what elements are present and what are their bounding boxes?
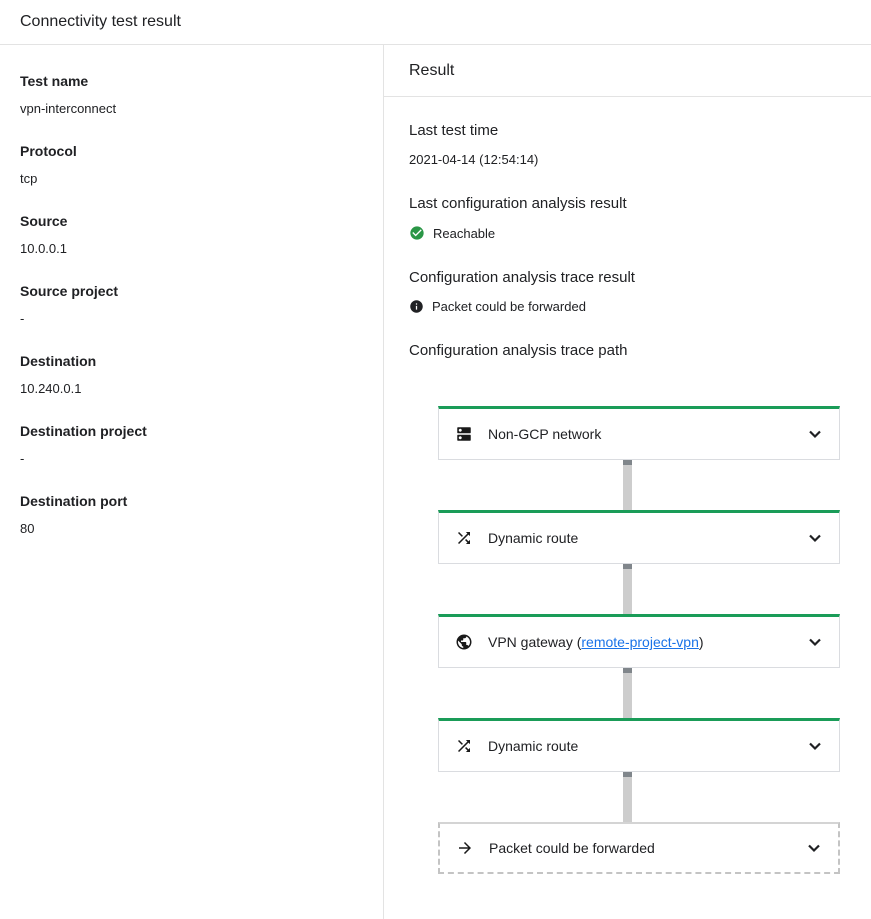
step-label: Dynamic route: [488, 738, 579, 754]
step-label: Non-GCP network: [488, 426, 602, 442]
connector-cap: [623, 460, 632, 465]
check-circle-icon: [409, 225, 425, 241]
trace-path-label: Configuration analysis trace path: [409, 342, 628, 359]
reachable-text: Reachable: [433, 225, 496, 241]
shuffle-icon: [455, 737, 473, 755]
field-label: Destination project: [20, 423, 147, 439]
trace-step-dynamic-route-1[interactable]: [438, 510, 840, 564]
trace-path-section: [409, 342, 846, 874]
trace-result-text: Packet could be forwarded: [432, 299, 586, 314]
field-destination: [20, 353, 363, 396]
reachable-status: [409, 225, 846, 241]
step-label-with-link: [488, 634, 704, 650]
field-label: Source project: [20, 283, 119, 299]
last-test-time-value: 2021-04-14 (12:54:14): [409, 152, 539, 167]
panel-header: [0, 0, 871, 45]
step-label: Dynamic route: [488, 530, 579, 546]
trace-connector: [623, 772, 632, 822]
trace-path-diagram: [409, 406, 846, 874]
last-test-time-section: [409, 122, 846, 167]
trace-connector: [623, 668, 632, 718]
main-content: [0, 45, 871, 919]
chevron-down-icon[interactable]: [806, 840, 822, 856]
result-panel: [383, 45, 871, 919]
field-value: 10.0.0.1: [20, 241, 67, 256]
field-test-name: [20, 73, 363, 116]
field-value: -: [20, 451, 25, 466]
trace-connector: [623, 564, 632, 614]
trace-step-dynamic-route-2[interactable]: [438, 718, 840, 772]
field-source: [20, 213, 363, 256]
vpn-gateway-link[interactable]: remote-project-vpn: [581, 634, 699, 650]
dns-icon: [455, 425, 473, 443]
globe-icon: [455, 633, 473, 651]
trace-result-label: Configuration analysis trace result: [409, 269, 635, 286]
field-label: Destination port: [20, 493, 128, 509]
test-details-panel: [0, 45, 383, 919]
analysis-result-section: [409, 195, 846, 241]
analysis-result-label: Last configuration analysis result: [409, 195, 627, 212]
step-label-prefix: VPN gateway (: [488, 634, 582, 650]
field-label: Test name: [20, 73, 89, 89]
field-protocol: [20, 143, 363, 186]
chevron-down-icon[interactable]: [807, 426, 823, 442]
trace-connector: [623, 460, 632, 510]
field-value: 10.240.0.1: [20, 381, 82, 396]
arrow-forward-icon: [456, 839, 474, 857]
trace-step-vpn-gateway[interactable]: [438, 614, 840, 668]
field-label: Destination: [20, 353, 97, 369]
field-source-project: [20, 283, 363, 326]
field-value: vpn-interconnect: [20, 101, 117, 116]
chevron-down-icon[interactable]: [807, 530, 823, 546]
trace-step-non-gcp-network[interactable]: [438, 406, 840, 460]
result-body: [384, 97, 871, 874]
chevron-down-icon[interactable]: [807, 634, 823, 650]
field-label: Protocol: [20, 143, 77, 159]
field-value: -: [20, 311, 25, 326]
field-value: tcp: [20, 171, 38, 186]
step-label-suffix: ): [698, 634, 704, 650]
info-icon: [409, 299, 424, 314]
shuffle-icon: [455, 529, 473, 547]
trace-result-status: [409, 299, 846, 314]
result-header: [384, 45, 871, 97]
page-title: Connectivity test result: [20, 13, 181, 30]
field-destination-project: [20, 423, 363, 466]
connector-cap: [623, 668, 632, 673]
chevron-down-icon[interactable]: [807, 738, 823, 754]
step-label: Packet could be forwarded: [489, 840, 655, 856]
field-destination-port: [20, 493, 363, 536]
trace-result-section: [409, 269, 846, 314]
field-value: 80: [20, 521, 35, 536]
result-title: Result: [409, 61, 455, 79]
trace-step-packet-forwarded[interactable]: [438, 822, 840, 874]
connector-cap: [623, 772, 632, 777]
field-label: Source: [20, 213, 68, 229]
connector-cap: [623, 564, 632, 569]
last-test-time-label: Last test time: [409, 122, 499, 139]
